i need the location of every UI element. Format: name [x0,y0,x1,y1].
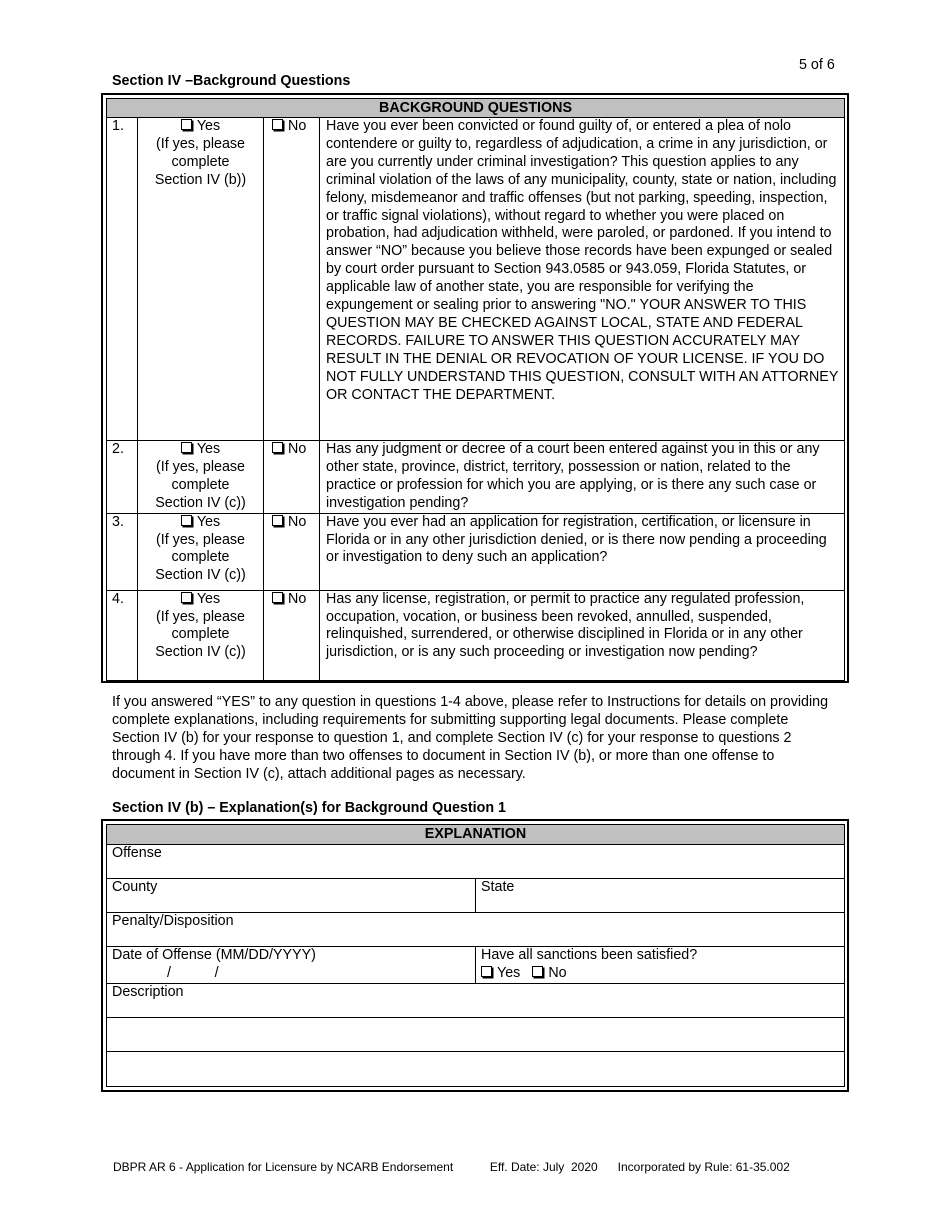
no-checkbox[interactable] [272,441,319,459]
footer: DBPR AR 6 - Application for Licensure by NCARB Endorsement Eff. Date: July 2020 Incorporated by Rule: 61-35.002 [113,1160,790,1174]
description-field[interactable] [107,984,845,1018]
yes-label: Yes [196,441,221,457]
yes-cell [138,590,264,680]
question-row [107,590,845,680]
checkbox-icon [181,442,192,453]
no-label: No [288,441,307,457]
sanctions-field [476,947,845,984]
yes-note-line: complete [171,153,230,170]
no-cell [264,513,320,590]
date-label: Date of Offense (MM/DD/YYYY) [112,947,316,963]
yes-note-line: complete [171,476,230,493]
question-text: Has any judgment or decree of a court been entered against you in this or any other state, province, district, territory, possession or nation, related to the practice or profession for which you are applying, or is there any such case or investigation pending? [320,441,845,514]
yes-cell [138,118,264,441]
page-number: 5 of 6 [799,57,835,73]
yes-note-line: (If yes, please [156,458,245,475]
question-text: Has any license, registration, or permit to practice any regulated profession, occupation, vocation, or business been revoked, annulled, suspended, relinquished, surrendered, or otherwise disciplined in Florida or in any other jurisdiction, or is any such proceeding or investigation now pending? [320,590,845,680]
county-label: County [112,879,158,895]
penalty-label: Penalty/Disposition [112,913,234,929]
checkbox-icon [181,119,192,130]
offense-field[interactable] [107,845,845,879]
state-field[interactable] [476,879,845,913]
explanation-header: EXPLANATION [107,825,845,845]
yes-note-line: (If yes, please [156,531,245,548]
background-questions-header: BACKGROUND QUESTIONS [107,99,845,118]
no-cell [264,441,320,514]
yes-checkbox[interactable] [138,441,263,459]
no-label: No [288,590,307,607]
instructions-paragraph: If you answered “YES” to any question in questions 1-4 above, please refer to Instructions for details on providing complete explanations, including requirements for submitting supporting legal documents. Please complete Section IV (b) for your response to question 1, and complete Section IV (c) for your response to questions 2 through 4. If you have more than two offenses to document in Section IV (b), or more than one offense to document in Section IV (c), attach additional pages as necessary. [112,694,829,782]
explanation-frame [101,819,849,1092]
checkbox-icon [181,515,192,526]
section-ivb-title: Section IV (b) – Explanation(s) for Background Question 1 [112,800,507,816]
yes-checkbox[interactable] [138,591,263,609]
checkbox-icon [272,442,283,453]
question-row [107,513,845,590]
no-cell [264,590,320,680]
checkbox-icon [481,966,492,977]
yes-note-line: complete [171,626,230,643]
yes-label: Yes [196,118,221,134]
question-text: Have you ever had an application for registration, certification, or licensure in Florida or in any other jurisdiction denied, or is there now pending a proceeding or investigation to deny such an application? [320,513,845,590]
description-line[interactable] [107,1018,845,1052]
county-field[interactable] [107,879,476,913]
background-questions-frame [101,93,849,683]
yes-note-line: Section IV (c)) [155,494,246,511]
yes-note-line: Section IV (c)) [155,567,246,584]
checkbox-icon [272,515,283,526]
question-number: 1. [107,118,138,441]
state-label: State [481,879,515,895]
yes-checkbox[interactable] [138,514,263,532]
explanation-table [106,824,845,1087]
checkbox-icon [272,592,283,603]
no-label: No [288,118,307,134]
checkbox-icon [181,592,192,603]
sanctions-label: Have all sanctions been satisfied? [481,947,698,963]
yes-label: Yes [196,590,221,607]
no-checkbox[interactable] [272,514,319,532]
no-cell [264,118,320,441]
question-number: 4. [107,590,138,680]
question-number: 2. [107,441,138,514]
yes-cell [138,441,264,514]
section-iv-title: Section IV –Background Questions [112,73,351,89]
question-text: Have you ever been convicted or found guilty of, or entered a plea of nolo contendere or guilty to, regardless of adjudication, a crime in any jurisdiction, or are you currently under criminal investigation? This question applies to any criminal violation of the laws of any municipality, county, state or nation, including felony, misdemeanor and traffic offenses (but not parking, speeding, inspection, or traffic signal violations), without regard to whether you were placed on probation, had adjudication withheld, were paroled, or pardoned. If you intend to answer “NO” because you believe those records have been expunged or sealed by court order pursuant to Section 943.0585 or 943.059, Florida Statutes, or applicable law of another state, you are responsible for verifying the expungement or sealing prior to answering "NO." YOUR ANSWER TO THIS QUESTION MAY BE CHECKED AGAINST LOCAL, STATE AND FEDERAL RECORDS. FAILURE TO ANSWER THIS QUESTION ACCURATELY MAY RESULT IN THE DENIAL OR REVOCATION OF YOUR LICENSE. IF YOU DO NOT FULLY UNDERSTAND THIS QUESTION, CONSULT WITH AN ATTORNEY OR CONTACT THE DEPARTMENT. [320,118,845,441]
yes-cell [138,513,264,590]
yes-note-line: (If yes, please [156,135,245,152]
no-label: No [288,513,307,530]
yes-label: Yes [196,513,221,530]
yes-note-line: Section IV (c)) [155,644,246,661]
yes-note-line: (If yes, please [156,608,245,625]
background-questions-table [106,98,845,681]
question-number: 3. [107,513,138,590]
question-row [107,118,845,441]
sanctions-yes-label: Yes [497,964,521,981]
date-slashes: / / [167,964,219,981]
no-checkbox[interactable] [272,118,319,136]
yes-note-line: complete [171,549,230,566]
checkbox-icon [272,119,283,130]
penalty-field[interactable] [107,913,845,947]
offense-label: Offense [112,845,162,861]
no-checkbox[interactable] [272,591,319,609]
sanctions-no-checkbox[interactable] [532,965,566,981]
yes-checkbox[interactable] [138,118,263,136]
sanctions-no-label: No [548,964,567,981]
question-row [107,441,845,514]
description-line[interactable] [107,1052,845,1087]
checkbox-icon [532,966,543,977]
description-label: Description [112,984,184,1000]
date-of-offense-field[interactable] [107,947,476,984]
sanctions-yes-checkbox[interactable] [481,965,520,981]
yes-note-line: Section IV (b)) [154,171,247,188]
